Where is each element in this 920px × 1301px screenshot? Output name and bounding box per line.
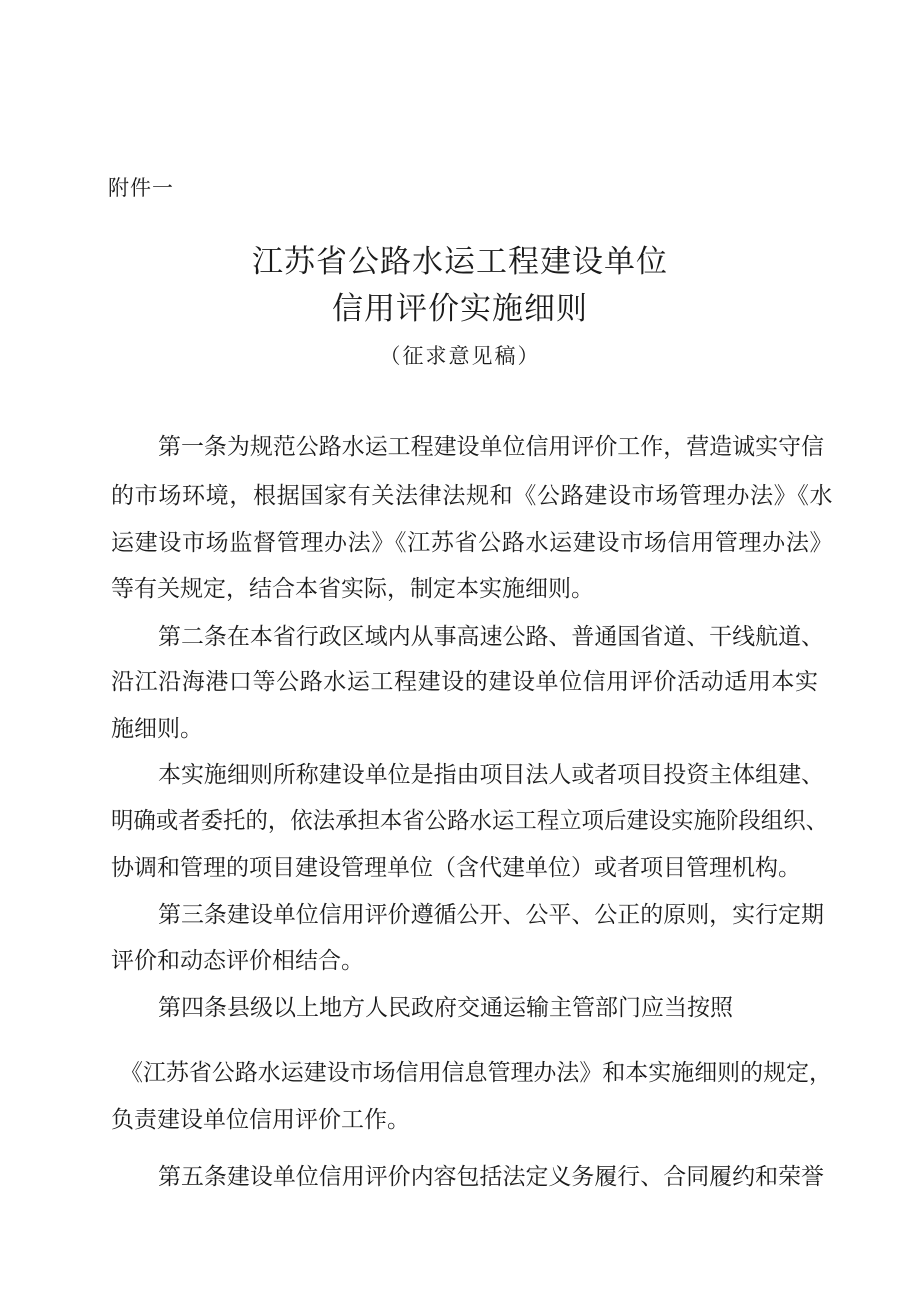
- body-line: 评价和动态评价相结合。: [111, 948, 364, 974]
- body-line: 等有关规定，结合本省实际，制定本实施细则。: [111, 576, 594, 602]
- body-line: 的市场环境，根据国家有关法律法规和《公路建设市场管理办法》《水: [111, 483, 834, 509]
- document-title-line2: 信用评价实施细则: [332, 291, 588, 327]
- body-line: 负责建设单位信用评价工作。: [111, 1107, 410, 1133]
- document-title-line1: 江苏省公路水运工程建设单位: [252, 244, 668, 280]
- body-line: 第四条县级以上地方人民政府交通运输主管部门应当按照: [158, 995, 733, 1021]
- body-line: 第二条在本省行政区域内从事高速公路、普通国省道、干线航道、: [158, 624, 824, 650]
- body-line: 《江苏省公路水运建设市场信用信息管理办法》和本实施细则的规定，: [120, 1060, 832, 1086]
- document-subtitle: （征求意见稿）: [379, 344, 541, 368]
- attachment-label: 附件一: [108, 176, 174, 200]
- body-line: 沿江沿海港口等公路水运工程建设的建设单位信用评价活动适用本实: [111, 669, 819, 695]
- body-line: 施细则。: [111, 716, 203, 742]
- body-line: 本实施细则所称建设单位是指由项目法人或者项目投资主体组建、: [158, 762, 824, 788]
- body-line: 第五条建设单位信用评价内容包括法定义务履行、合同履约和荣誉: [158, 1164, 824, 1190]
- body-line: 明确或者委托的，依法承担本省公路水运工程立项后建设实施阶段组织、: [111, 808, 828, 834]
- body-line: 协调和管理的项目建设管理单位（含代建单位）或者项目管理机构。: [111, 855, 801, 881]
- body-line: 第一条为规范公路水运工程建设单位信用评价工作，营造诚实守信: [158, 434, 824, 460]
- body-line: 第三条建设单位信用评价遵循公开、公平、公正的原则，实行定期: [158, 902, 824, 928]
- body-line: 运建设市场监督管理办法》《江苏省公路水运建设市场信用管理办法》: [111, 530, 834, 556]
